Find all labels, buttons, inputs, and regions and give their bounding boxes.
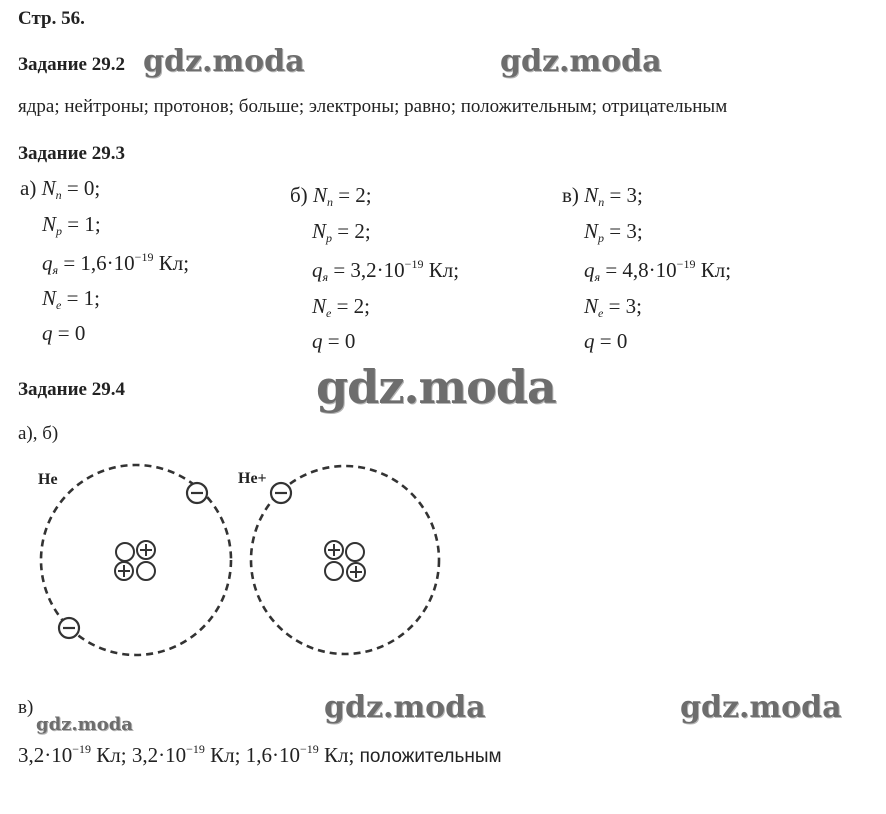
watermark: gdz.moda <box>316 360 556 414</box>
task-29-2-heading: Задание 29.2 <box>18 54 125 75</box>
task-29-3-heading: Задание 29.3 <box>18 143 125 164</box>
watermark: gdz.moda <box>680 690 842 725</box>
col-a-q: q = 0 <box>42 321 86 345</box>
task-29-4-v-answer: $3,2\cdot 10^{-19}$ Кл; $3,2\cdot 10^{-19}$ Кл; $1,6\cdot 10^{-19}$ Кл; положительным <box>18 742 502 767</box>
col-a-Ne: $N_e = 1$; <box>42 286 101 312</box>
watermark: gdz.moda <box>324 690 486 725</box>
col-a-Np: $N_p = 1$; <box>42 212 101 238</box>
he-plus-electron <box>271 483 291 503</box>
task-29-4-ab-label: а), б) <box>18 423 59 444</box>
watermark: gdz.moda <box>143 44 305 79</box>
task-29-4-v-label: в) <box>18 697 34 718</box>
col-c-Nn: в) $N_n = 3$; <box>562 183 643 209</box>
col-b-Nn: б) $N_n = 2$; <box>290 183 372 209</box>
col-a-Nn: а) $N_n = 0$; <box>20 176 101 202</box>
atom-he-plus-label: He+ <box>238 470 267 487</box>
he-electron-top <box>187 483 207 503</box>
col-b-Ne: $N_e = 2$; <box>312 294 371 320</box>
col-b-q-nucleus: $q_я = 3,2\cdot 10^{-19}$ Кл; <box>312 257 460 284</box>
page-label: Стр. 56. <box>18 8 85 29</box>
watermark: gdz.moda <box>36 714 133 735</box>
col-b-q: q = 0 <box>312 329 356 353</box>
he-nucleus <box>115 541 155 580</box>
col-c-Np: $N_p = 3$; <box>584 219 643 245</box>
col-c-Ne: $N_e = 3$; <box>584 294 643 320</box>
watermark: gdz.moda <box>500 44 662 79</box>
he-plus-nucleus <box>325 541 365 581</box>
task-29-2-answer: ядра; нейтроны; протонов; больше; электроны; равно; положительным; отрицательным <box>18 96 728 117</box>
col-c-q: q = 0 <box>584 329 628 353</box>
task-29-4-heading: Задание 29.4 <box>18 379 125 400</box>
col-c-q-nucleus: $q_я = 4,8\cdot 10^{-19}$ Кл; <box>584 257 732 284</box>
col-b-Np: $N_p = 2$; <box>312 219 371 245</box>
atom-he-label: He <box>38 471 58 488</box>
he-electron-bottom <box>59 618 79 638</box>
col-a-q-nucleus: $q_я = 1,6\cdot 10^{-19}$ Кл; <box>42 250 190 277</box>
